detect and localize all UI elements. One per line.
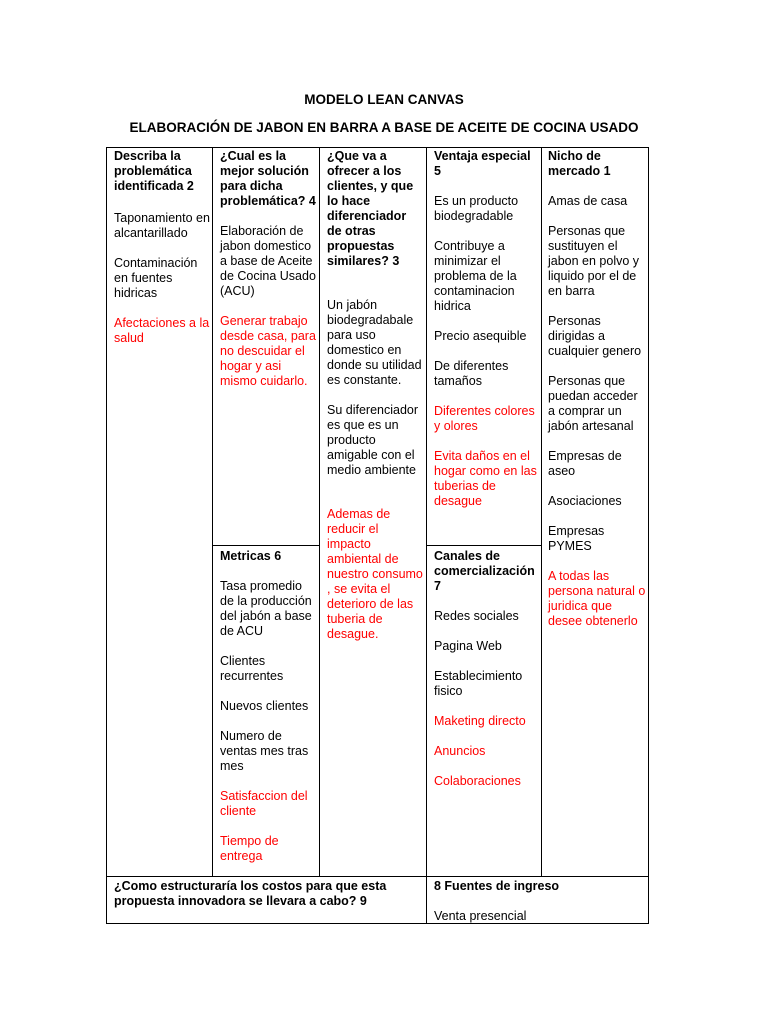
- revenue-streams-header: 8 Fuentes de ingreso: [434, 879, 560, 893]
- table-divider: [212, 545, 319, 546]
- customer-segment-item: Asociaciones: [548, 494, 622, 508]
- problem-item-highlight: Afectaciones a la salud: [114, 316, 210, 345]
- problem-header: Describa la problemática identificada 2: [114, 149, 194, 193]
- table-divider: [319, 147, 320, 877]
- value-proposition-item-highlight: Ademas de reducir el impacto ambiental de nuestro consumo , se evita el deterioro de las tuberia de desague.: [327, 507, 423, 641]
- customer-segment-cell: [548, 149, 646, 629]
- cost-structure-header: ¿Como estructuraría los costos para que esta propuesta innovadora se llevara a cabo? 9: [114, 879, 387, 908]
- solution-cell: [220, 149, 316, 389]
- metrics-header: Metricas 6: [220, 549, 282, 563]
- channels-item-highlight: Maketing directo: [434, 714, 526, 728]
- channels-item: Redes sociales: [434, 609, 519, 623]
- customer-segment-item: Empresas PYMES: [548, 524, 605, 553]
- channels-header: Canales de comercialización 7: [434, 549, 535, 593]
- metrics-item-highlight: Tiempo de entrega: [220, 834, 279, 863]
- value-proposition-header: ¿Que va a ofrecer a los clientes, y que lo hace diferenciador de otras propuestas similares? 3: [327, 149, 414, 268]
- table-divider: [212, 147, 213, 877]
- metrics-item: Tasa promedio de la producción del jabón a base de ACU: [220, 579, 312, 638]
- metrics-cell: [220, 549, 316, 864]
- value-proposition-item: Su diferenciador es que es un producto amigable con el medio ambiente: [327, 403, 419, 477]
- cost-structure-cell: [114, 879, 414, 909]
- unfair-advantage-item-highlight: Diferentes colores y olores: [434, 404, 535, 433]
- revenue-streams-cell: [434, 879, 644, 924]
- unfair-advantage-item: Es un producto biodegradable: [434, 194, 519, 223]
- channels-item-highlight: Anuncios: [434, 744, 486, 758]
- metrics-item-highlight: Satisfaccion del cliente: [220, 789, 308, 818]
- metrics-item: Nuevos clientes: [220, 699, 309, 713]
- customer-segment-item-highlight: A todas las persona natural o juridica que desee obtenerlo: [548, 569, 646, 628]
- unfair-advantage-header: Ventaja especial 5: [434, 149, 531, 178]
- value-proposition-cell: [327, 149, 423, 642]
- table-divider: [426, 545, 541, 546]
- customer-segment-item: Personas dirigidas a cualquier genero: [548, 314, 642, 358]
- channels-item: Establecimiento fisico: [434, 669, 523, 698]
- unfair-advantage-item-highlight: Evita daños en el hogar como en las tuberias de desague: [434, 449, 537, 508]
- solution-item: Elaboración de jabon domestico a base de Aceite de Cocina Usado (ACU): [220, 224, 316, 298]
- table-divider: [106, 876, 649, 877]
- customer-segment-item: Personas que sustituyen el jabon en polvo y liquido por el de en barra: [548, 224, 640, 298]
- unfair-advantage-item: Contribuye a minimizar el problema de la contaminacion hidrica: [434, 239, 517, 313]
- customer-segment-header: Nicho de mercado 1: [548, 149, 611, 178]
- problem-cell: [114, 149, 210, 346]
- channels-item-highlight: Colaboraciones: [434, 774, 521, 788]
- table-divider: [426, 147, 427, 924]
- problem-item: Taponamiento en alcantarillado: [114, 211, 210, 240]
- channels-cell: [434, 549, 538, 789]
- unfair-advantage-item: Precio asequible: [434, 329, 527, 343]
- customer-segment-item: Personas que puedan acceder a comprar un jabón artesanal: [548, 374, 638, 433]
- metrics-item: Clientes recurrentes: [220, 654, 284, 683]
- solution-header: ¿Cual es la mejor solución para dicha problemática? 4: [220, 149, 316, 208]
- value-proposition-item: Un jabón biodegradabale para uso domestico en donde su utilidad es constante.: [327, 298, 422, 387]
- table-divider: [541, 147, 542, 877]
- channels-item: Pagina Web: [434, 639, 502, 653]
- document-subtitle: ELABORACIÓN DE JABON EN BARRA A BASE DE ACEITE DE COCINA USADO: [129, 120, 639, 135]
- customer-segment-item: Empresas de aseo: [548, 449, 622, 478]
- revenue-streams-item: Venta presencial: [434, 909, 527, 923]
- problem-item: Contaminación en fuentes hidricas: [114, 256, 198, 300]
- metrics-item: Numero de ventas mes tras mes: [220, 729, 309, 773]
- customer-segment-item: Amas de casa: [548, 194, 628, 208]
- unfair-advantage-item: De diferentes tamaños: [434, 359, 509, 388]
- unfair-advantage-cell: [434, 149, 538, 509]
- document-title: MODELO LEAN CANVAS: [304, 92, 464, 107]
- solution-item-highlight: Generar trabajo desde casa, para no descuidar el hogar y asi mismo cuidarlo.: [220, 314, 316, 388]
